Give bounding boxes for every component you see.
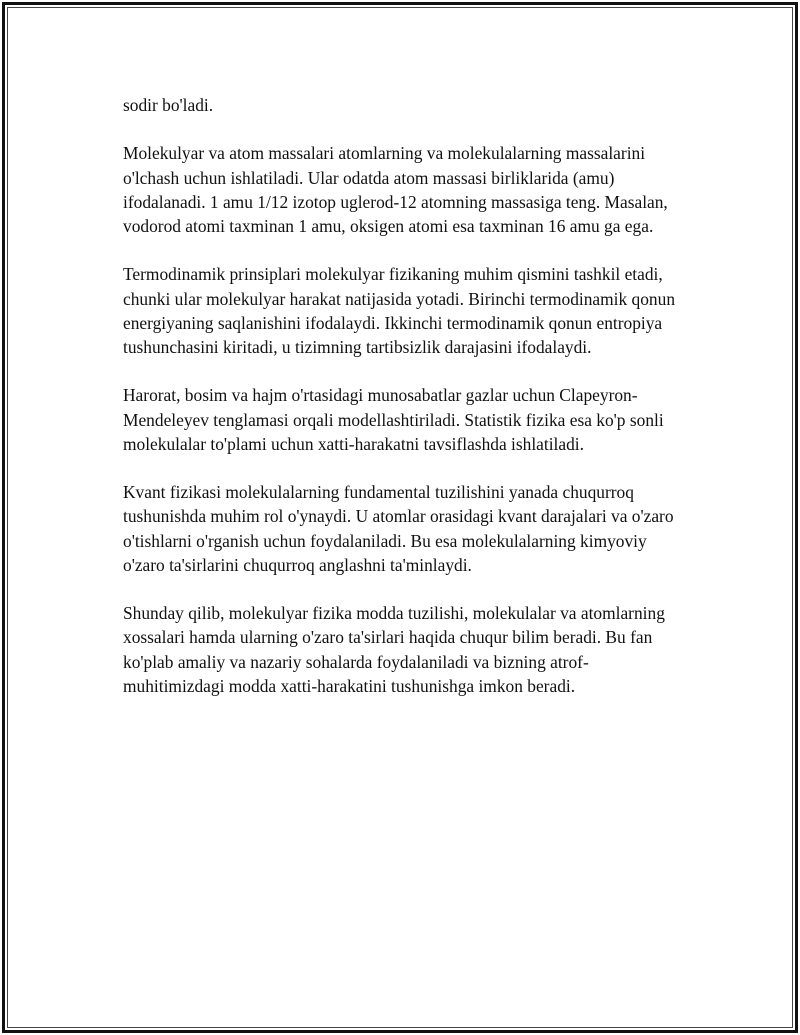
document-page [2, 2, 798, 1033]
paragraph-continuation: sodir bo'ladi. [123, 95, 214, 115]
paragraph-gas-relations: Harorat, bosim va hajm o'rtasidagi munosabatlar gazlar uchun Clapeyron-Mendeleyev tenglamasi orqali modellashtiriladi. Statistik fizika esa ko'p sonli molekulalar to'plami uchun xatti-harakatni tavsiflashda ishlatiladi. [123, 385, 664, 454]
paragraph-thermodynamics: Termodinamik prinsiplari molekulyar fizikaning muhim qismini tashkil etadi, chunki ular molekulyar harakat natijasida yotadi. Birinchi termodinamik qonun energiyaning saqlanishini ifodalaydi. Ikkinchi termodinamik qonun entropiya tushunchasini kiritadi, u tizimning tartibsizlik darajasini ifodalaydi. [123, 264, 676, 357]
paragraph-atomic-mass: Molekulyar va atom massalari atomlarning va molekulalarning massalarini o'lchash uchun ishlatiladi. Ular odatda atom massasi birliklarida (amu) ifodalanadi. 1 amu 1/12 izotop uglerod-12 atomning massasiga teng. Masalan, vodorod atomi taxminan 1 amu, oksigen atomi esa taxminan 16 amu ga ega. [123, 143, 668, 236]
paragraph-conclusion: Shunday qilib, molekulyar fizika modda tuzilishi, molekulalar va atomlarning xossalari hamda ularning o'zaro ta'sirlari haqida chuqur bilim beradi. Bu fan ko'plab amaliy va nazariy sohalarda foydalaniladi va bizning atrof-muhitimizdagi modda xatti-harakatini tushunishga imkon beradi. [123, 603, 665, 696]
paragraph-quantum-physics: Kvant fizikasi molekulalarning fundamental tuzilishini yanada chuqurroq tushunishda muhim rol o'ynaydi. U atomlar orasidagi kvant darajalari va o'zaro o'tishlarni o'rganish uchun foydalaniladi. Bu esa molekulalarning kimyoviy o'zaro ta'sirlarini chuqurroq anglashni ta'minlaydi. [123, 482, 674, 575]
document-body [123, 93, 683, 722]
